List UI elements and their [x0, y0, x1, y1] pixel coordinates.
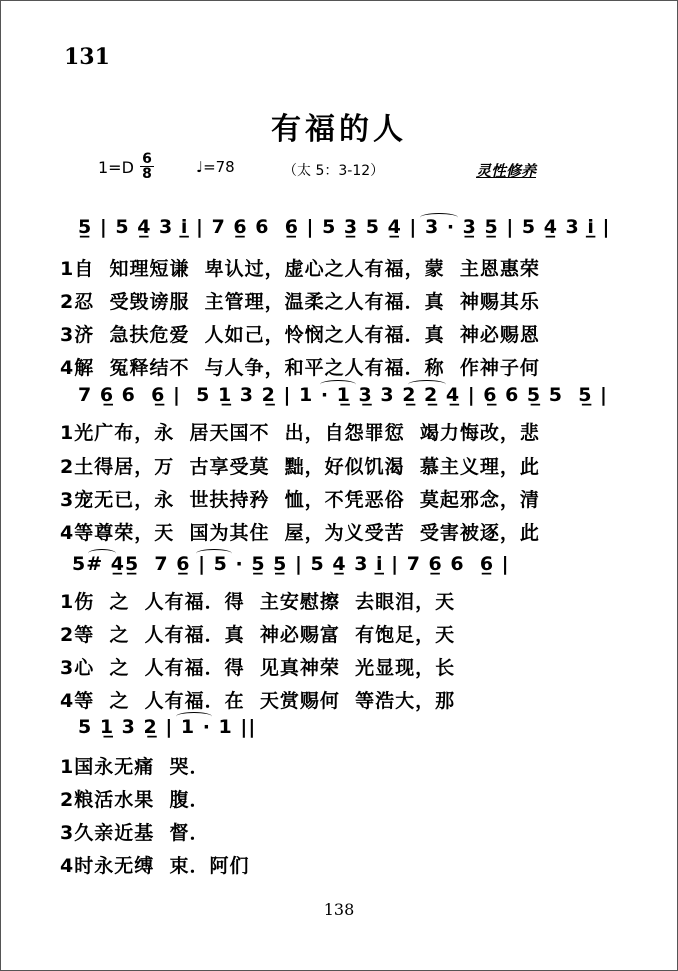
page-number: 138: [323, 900, 355, 919]
time-signature-bottom: 8: [142, 166, 152, 182]
notation-line-2: 7 6̲ 6 6̲ | 5 1̲ 3 2̲ | 1 · 1̲ 3̲ 3 2̲ 2̲ 4̲ | 6̲ 6 5̲ 5 5̲ |: [78, 384, 608, 406]
lyric-line: 1自 知理短谦 卑认过，虚心之人有福，蒙 主恩惠荣: [60, 258, 540, 280]
lyric-line: 1光广布，永 居天国不 出，自怨罪愆 竭力悔改，悲: [60, 422, 540, 444]
lyric-line: 4等 之 人有福．在 天赏赐何 等浩大，那: [60, 690, 456, 712]
lyric-line: 4时永无缚 束．阿们: [60, 855, 250, 877]
notation-line-1: 5̲ | 5 4̲ 3 i̲ | 7 6̲ 6 6̲ | 5 3̲ 5 4̲ | 3 · 3̲ 5̲ | 5 4̲ 3 i̲ |: [78, 216, 611, 238]
slur-mark: [320, 380, 356, 389]
lyric-line: 3宠无已，永 世扶持矜 恤，不凭恶俗 莫起邪念，清: [60, 489, 540, 511]
slur-mark: [408, 380, 446, 389]
notation-line-3: 5# 4̲5̲ 7 6̲ | 5 · 5̲ 5̲ | 5 4̲ 3 i̲ | 7 6̲ 6 6̲ |: [72, 553, 510, 575]
lyric-line: 1国永无痛 哭．: [60, 756, 210, 778]
notation-line-4: 5 1̲ 3 2̲ | 1 · 1 ||: [78, 716, 257, 738]
time-signature: [140, 152, 154, 181]
lyric-line: 4等尊荣，天 国为其住 屋，为义受苦 受害被逐，此: [60, 522, 540, 544]
lyric-line: 2等 之 人有福．真 神必赐富 有饱足，天: [60, 624, 456, 646]
lyric-line: 2粮活水果 腹．: [60, 789, 210, 811]
slur-mark: [176, 712, 212, 721]
lyric-line: 4解 冤释结不 与人争，和平之人有福．称 作神子何: [60, 357, 540, 379]
scripture-reference: （太 5：3-12）: [283, 163, 385, 179]
time-signature-top: 6: [140, 152, 154, 167]
key-signature: 1=D: [98, 158, 134, 177]
lyric-line: 3济 急扶危爱 人如己，怜悯之人有福．真 神必赐恩: [60, 324, 540, 346]
lyric-line: 2忍 受毁谤服 主管理，温柔之人有福．真 神赐其乐: [60, 291, 540, 313]
slur-mark: [420, 213, 458, 222]
slur-mark: [196, 549, 232, 558]
lyric-line: 2土得居，万 古享受莫 黜，好似饥渴 慕主义理，此: [60, 456, 540, 478]
slur-mark: [88, 549, 116, 558]
lyric-line: 1伤 之 人有福．得 主安慰擦 去眼泪，天: [60, 591, 456, 613]
hymn-source: 灵性修养: [476, 162, 537, 180]
tempo-marking: ♩=78: [196, 158, 235, 176]
lyric-line: 3久亲近基 督．: [60, 822, 210, 844]
hymn-number: 131: [64, 44, 110, 70]
hymn-title: 有福的人: [271, 112, 407, 147]
lyric-line: 3心 之 人有福．得 见真神荣 光显现，长: [60, 657, 456, 679]
